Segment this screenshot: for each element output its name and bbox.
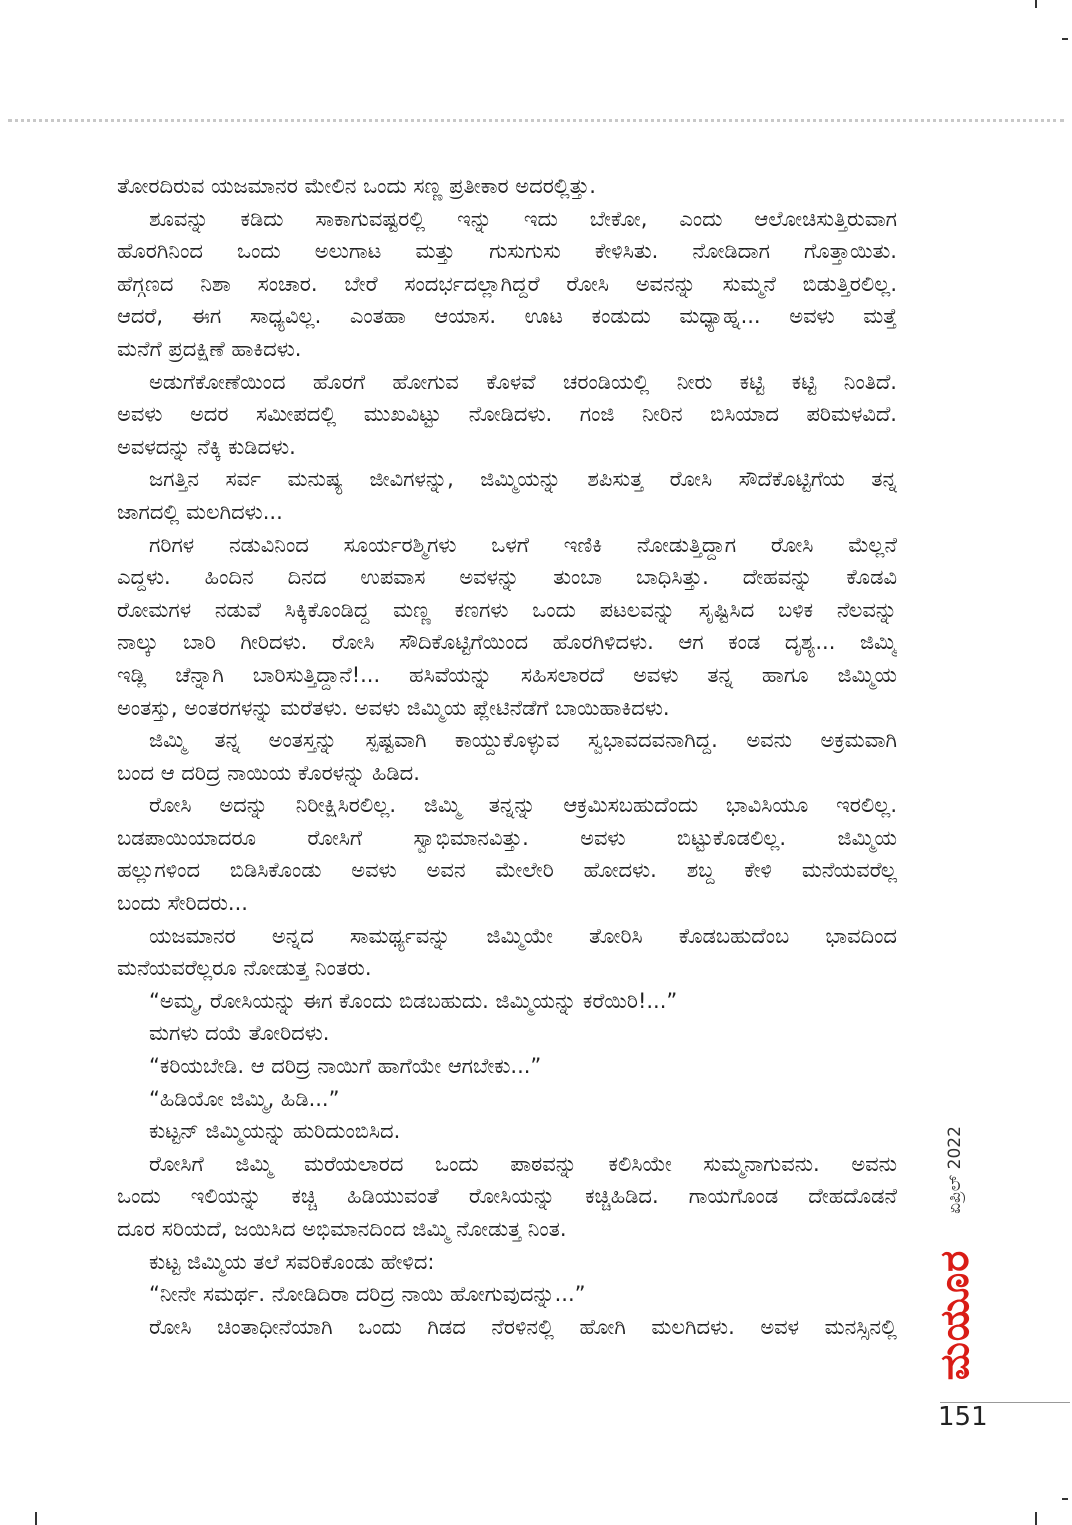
crop-mark-bottom-left bbox=[35, 1512, 37, 1525]
body-line: ಹಲ್ಲುಗಳಿಂದ ಬಿಡಿಸಿಕೊಂಡು ಅವಳು ಅವನ ಮೇಲೇರಿ ಹೋದಳು. ಶಬ್ದ ಕೇಳಿ ಮನೆಯವರೆಲ್ಲ bbox=[117, 858, 897, 883]
body-line: “ಕರಿಯಬೇಡಿ. ಆ ದರಿದ್ರ ನಾಯಿಗೆ ಹಾಗೆಯೇ ಆಗಬೇಕು...” bbox=[149, 1054, 542, 1079]
body-line: ದೂರ ಸರಿಯದೆ, ಜಯಿಸಿದ ಅಭಿಮಾನದಿಂದ ಜಿಮ್ಮಿ ನೋಡುತ್ತ ನಿಂತ. bbox=[117, 1217, 567, 1241]
body-line: ರೋಸಿಗೆ ಜಿಮ್ಮಿ ಮರೆಯಲಾರದ ಒಂದು ಪಾಠವನ್ನು ಕಲಿಸಿಯೇ ಸುಮ್ಮನಾಗುವನು. ಅವನು bbox=[149, 1151, 897, 1176]
magazine-logo-text: ಮಯೂರ bbox=[932, 1249, 978, 1381]
body-line: ಮನೆಗೆ ಪ್ರದಕ್ಷಿಣೆ ಹಾಕಿದಳು. bbox=[117, 336, 302, 361]
body-line: ಅಡುಗೆಕೋಣೆಯಿಂದ ಹೊರಗೆ ಹೋಗುವ ಕೊಳವೆ ಚರಂಡಿಯಲ್ಲಿ ನೀರು ಕಟ್ಟಿ ಕಟ್ಟಿ ನಿಂತಿದೆ. bbox=[149, 369, 897, 394]
page-number: 151 bbox=[938, 1402, 988, 1432]
body-line: ಬಡಪಾಯಿಯಾದರೂ ರೋಸಿಗೆ ಸ್ವಾಭಿಮಾನವಿತ್ತು. ಅವಳು ಬಿಟ್ಟುಕೊಡಲಿಲ್ಲ. ಜಿಮ್ಮಿಯ bbox=[117, 825, 897, 850]
body-line: ಮನೆಯವರೆಲ್ಲರೂ ನೋಡುತ್ತ ನಿಂತರು. bbox=[117, 956, 372, 981]
header-dotted-rule bbox=[8, 119, 1064, 122]
body-line: ಅವಳು ಅದರ ಸಮೀಪದಲ್ಲಿ ಮುಖವಿಟ್ಟು ನೋಡಿದಳು. ಗಂಜಿ ನೀರಿನ ಬಿಸಿಯಾದ ಪರಿಮಳವಿದೆ. bbox=[117, 402, 897, 427]
magazine-logo bbox=[920, 1240, 990, 1390]
body-line: ಒಂದು ಇಲಿಯನ್ನು ಕಚ್ಚಿ ಹಿಡಿಯುವಂತೆ ರೋಸಿಯನ್ನು ಕಚ್ಚಿಹಿಡಿದ. ಗಾಯಗೊಂಡ ದೇಹದೊಡನೆ bbox=[117, 1184, 897, 1209]
body-line: ಗರಿಗಳ ನಡುವಿನಿಂದ ಸೂರ್ಯರಶ್ಮಿಗಳು ಒಳಗೆ ಇಣಿಕಿ ನೋಡುತ್ತಿದ್ದಾಗ ರೋಸಿ ಮೆಲ್ಲನೆ bbox=[149, 532, 897, 557]
body-line: “ನೀನೇ ಸಮರ್ಥ. ನೋಡಿದಿರಾ ದರಿದ್ರ ನಾಯಿ ಹೋಗುವುದನ್ನು...” bbox=[149, 1282, 586, 1307]
body-line: ಯಜಮಾನರ ಅನ್ನದ ಸಾಮರ್ಥ್ಯವನ್ನು ಜಿಮ್ಮಿಯೇ ತೋರಿಸಿ ಕೊಡಬಹುದೆಂಬ ಭಾವದಿಂದ bbox=[149, 923, 897, 948]
crop-mark-bottom bbox=[1035, 1512, 1037, 1525]
body-line: ಜಾಗದಲ್ಲಿ ಮಲಗಿದಳು... bbox=[117, 499, 283, 524]
body-line: ಕುಟ್ಟನ್ ಜಿಮ್ಮಿಯನ್ನು ಹುರಿದುಂಬಿಸಿದ. bbox=[149, 1119, 401, 1144]
body-line: ಕುಟ್ಟ ಜಿಮ್ಮಿಯ ತಲೆ ಸವರಿಕೊಂಡು ಹೇಳಿದ: bbox=[149, 1249, 435, 1274]
body-line: ರೋಸಿ ಅದನ್ನು ನಿರೀಕ್ಷಿಸಿರಲಿಲ್ಲ. ಜಿಮ್ಮಿ ತನ್ನನ್ನು ಆಕ್ರಮಿಸಬಹುದೆಂದು ಭಾವಿಸಿಯೂ ಇರಲಿಲ್ಲ. bbox=[149, 793, 897, 818]
body-line: ಎದ್ದಳು. ಹಿಂದಿನ ದಿನದ ಉಪವಾಸ ಅವಳನ್ನು ತುಂಬಾ ಬಾಧಿಸಿತ್ತು. ದೇಹವನ್ನು ಕೊಡವಿ bbox=[117, 565, 897, 590]
body-line: ಆದರೆ, ಈಗ ಸಾಧ್ಯವಿಲ್ಲ. ಎಂತಹಾ ಆಯಾಸ. ಊಟ ಕಂಡುದು ಮಧ್ಯಾಹ್ನ... ಅವಳು ಮತ್ತೆ bbox=[117, 304, 897, 329]
issue-date-text: ಏಪ್ರಿಲ್ 2022 bbox=[945, 1126, 965, 1214]
body-line: ಹೊರಗಿನಿಂದ ಒಂದು ಅಲುಗಾಟ ಮತ್ತು ಗುಸುಗುಸು ಕೇಳಿಸಿತು. ನೋಡಿದಾಗ ಗೊತ್ತಾಯಿತು. bbox=[117, 239, 897, 264]
body-line: ಹೆಗ್ಗಣದ ನಿಶಾ ಸಂಚಾರ. ಬೇರೆ ಸಂದರ್ಭದಲ್ಲಾಗಿದ್ದರೆ ರೋಸಿ ಅವನನ್ನು ಸುಮ್ಮನೆ ಬಿಡುತ್ತಿರಲಿಲ್ಲ. bbox=[117, 271, 897, 296]
body-line: ಅಂತಸ್ತು, ಅಂತರಗಳನ್ನು ಮರೆತಳು. ಅವಳು ಜಿಮ್ಮಿಯ ಪ್ಲೇಟಿನೆಡೆಗೆ ಬಾಯಿಹಾಕಿದಳು. bbox=[117, 695, 670, 720]
body-line: ಶೂವನ್ನು ಕಡಿದು ಸಾಕಾಗುವಷ್ಟರಲ್ಲಿ ಇನ್ನು ಇದು ಬೇಕೋ, ಎಂದು ಆಲೋಚಿಸುತ್ತಿರುವಾಗ bbox=[149, 206, 897, 231]
body-line: ರೋಮಗಳ ನಡುವೆ ಸಿಕ್ಕಿಕೊಂಡಿದ್ದ ಮಣ್ಣ ಕಣಗಳು ಒಂದು ಪಟಲವನ್ನು ಸೃಷ್ಟಿಸಿದ ಬಳಿಕ ನೆಲವನ್ನು bbox=[117, 597, 897, 622]
body-line: ಬಂದ ಆ ದರಿದ್ರ ನಾಯಿಯ ಕೊರಳನ್ನು ಹಿಡಿದ. bbox=[117, 760, 420, 785]
crop-mark-bottom-right bbox=[1062, 1498, 1068, 1500]
crop-mark-top-right bbox=[1062, 38, 1068, 40]
body-line: ಜಿಮ್ಮಿ ತನ್ನ ಅಂತಸ್ತನ್ನು ಸ್ಪಷ್ಟವಾಗಿ ಕಾಯ್ದುಕೊಳ್ಳುವ ಸ್ವಭಾವದವನಾಗಿದ್ದ. ಅವನು ಅಕ್ರಮವಾಗಿ bbox=[149, 728, 897, 753]
body-line: ಅವಳದನ್ನು ನೆಕ್ಕಿ ಕುಡಿದಳು. bbox=[117, 434, 296, 459]
body-line: ರೋಸಿ ಚಿಂತಾಧೀನೆಯಾಗಿ ಒಂದು ಗಿಡದ ನೆರಳಿನಲ್ಲಿ ಹೋಗಿ ಮಲಗಿದಳು. ಅವಳ ಮನಸ್ಸಿನಲ್ಲಿ bbox=[149, 1314, 897, 1339]
body-line: “ಅಮ್ಮ, ರೋಸಿಯನ್ನು ಈಗ ಕೊಂದು ಬಿಡಬಹುದು. ಜಿಮ್ಮಿಯನ್ನು ಕರೆಯಿರಿ!...” bbox=[149, 988, 678, 1013]
body-line: ತೋರದಿರುವ ಯಜಮಾನರ ಮೇಲಿನ ಒಂದು ಸಣ್ಣ ಪ್ರತೀಕಾರ ಅದರಲ್ಲಿತ್ತು. bbox=[117, 174, 596, 198]
body-line: ಮಗಳು ದಯೆ ತೋರಿದಳು. bbox=[149, 1021, 330, 1046]
body-line: “ಹಿಡಿಯೋ ಜಿಮ್ಮಿ, ಹಿಡಿ...” bbox=[149, 1086, 340, 1111]
issue-date bbox=[935, 1100, 975, 1240]
body-line: ಇಡ್ಲಿ ಚೆನ್ನಾಗಿ ಬಾರಿಸುತ್ತಿದ್ದಾನೆ!... ಹಸಿವೆಯನ್ನು ಸಹಿಸಲಾರದೆ ಅವಳು ತನ್ನ ಹಾಗೂ ಜಿಮ್ಮಿಯ bbox=[117, 662, 897, 687]
body-line: ಬಂದು ಸೇರಿದರು... bbox=[117, 891, 248, 916]
body-line: ನಾಲ್ಕು ಬಾರಿ ಗೀರಿದಳು. ರೋಸಿ ಸೌದಿಕೊಟ್ಟಿಗೆಯಿಂದ ಹೊರಗಿಳಿದಳು. ಆಗ ಕಂಡ ದೃಶ್ಯ... ಜಿಮ್ಮಿ bbox=[117, 630, 897, 655]
article-body bbox=[117, 170, 897, 1343]
body-line: ಜಗತ್ತಿನ ಸರ್ವ ಮನುಷ್ಯ ಜೀವಿಗಳನ್ನು, ಜಿಮ್ಮಿಯನ್ನು ಶಪಿಸುತ್ತ ರೋಸಿ ಸೌದೆಕೊಟ್ಟಿಗೆಯ ತನ್ನ bbox=[149, 467, 897, 492]
crop-mark-top bbox=[1035, 0, 1037, 8]
